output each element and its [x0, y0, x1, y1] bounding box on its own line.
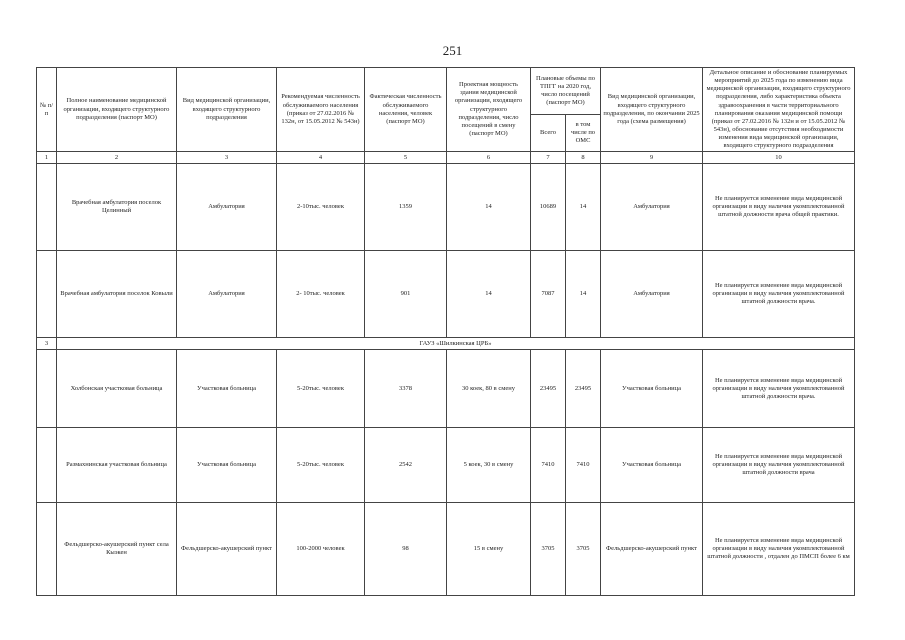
column-index-row: [37, 152, 855, 164]
table-row: [37, 251, 855, 338]
volume-oms: 14: [566, 251, 601, 338]
recommended-population: 5-20тыс. человек: [277, 428, 365, 503]
org-name: Врачебная амбулатория поселок Целинный: [57, 164, 177, 251]
section-num: 3: [37, 338, 57, 350]
volume-total: 7410: [531, 428, 566, 503]
org-name: Фельдшерско-акушерский пункт села Кыэкен: [57, 503, 177, 596]
recommended-population: 2-10тыс. человек: [277, 164, 365, 251]
volume-total: 3705: [531, 503, 566, 596]
volume-total: 10689: [531, 164, 566, 251]
actual-population: 98: [365, 503, 447, 596]
org-type-2025: Амбулатория: [601, 164, 703, 251]
page-number: 251: [442, 43, 463, 58]
header-type-2025: Вид медицинской организации, входящего структурного подразделения, по окончании 2025 года (схема размещения): [601, 68, 703, 152]
header-type: Вид медицинской организации, входящего структурного подразделения: [177, 68, 277, 152]
org-type: Амбулатория: [177, 164, 277, 251]
column-index: 4: [277, 152, 365, 164]
table-row: [37, 350, 855, 428]
design-capacity: 14: [447, 251, 531, 338]
column-index: 3: [177, 152, 277, 164]
column-index: 1: [37, 152, 57, 164]
org-type-2025: Амбулатория: [601, 251, 703, 338]
column-index: 6: [447, 152, 531, 164]
org-type-2025: Фельдшерско-акушерский пункт: [601, 503, 703, 596]
volume-oms: 23495: [566, 350, 601, 428]
org-type-2025: Участковая больница: [601, 350, 703, 428]
row-num: [37, 503, 57, 596]
actual-population: 1359: [365, 164, 447, 251]
row-num: [37, 350, 57, 428]
column-index: 8: [566, 152, 601, 164]
header-actual: Фактическая численность обслуживаемого населения, человек (паспорт МО): [365, 68, 447, 152]
header-volumes-oms: в том числе по ОМС: [566, 115, 601, 152]
actual-population: 3378: [365, 350, 447, 428]
column-index: 10: [703, 152, 855, 164]
design-capacity: 30 коек, 80 в смену: [447, 350, 531, 428]
header-volumes-total: Всего: [531, 115, 566, 152]
row-num: [37, 428, 57, 503]
org-type: Амбулатория: [177, 251, 277, 338]
header-volumes: Плановые объемы по ТПГГ на 2020 год, число посещений (паспорт МО): [531, 68, 601, 115]
actual-population: 2542: [365, 428, 447, 503]
column-index: 7: [531, 152, 566, 164]
medical-organizations-table: [36, 67, 855, 596]
design-capacity: 14: [447, 164, 531, 251]
description: Не планируется изменение вида медицинской организации в виду наличия укомплектованной штатной должности врача: [703, 428, 855, 503]
description: Не планируется изменение вида медицинской организации в виду наличия укомплектованной штатной должности врача.: [703, 350, 855, 428]
header-recommended: Рекомендуемая численность обслуживаемого населения (приказ от 27.02.2016 № 132н, от 15.05.2012 № 543н): [277, 68, 365, 152]
header-num: № п/п: [37, 68, 57, 152]
volume-oms: 3705: [566, 503, 601, 596]
recommended-population: 5-20тыс. человек: [277, 350, 365, 428]
org-type: Участковая больница: [177, 428, 277, 503]
volume-oms: 14: [566, 164, 601, 251]
recommended-population: 100-2000 человек: [277, 503, 365, 596]
volume-total: 7087: [531, 251, 566, 338]
org-name: Врачебная амбулатория поселок Ковыли: [57, 251, 177, 338]
recommended-population: 2- 10тыс. человек: [277, 251, 365, 338]
header-name: Полное наименование медицинской организации, входящего структурного подразделения (паспорт МО): [57, 68, 177, 152]
description: Не планируется изменение вида медицинской организации в виду наличия укомплектованной штатной должности , отдален до ПМСП более 6 км: [703, 503, 855, 596]
header-row: [37, 68, 855, 115]
actual-population: 901: [365, 251, 447, 338]
volume-oms: 7410: [566, 428, 601, 503]
column-index: 9: [601, 152, 703, 164]
org-name: Холбонская участковая больница: [57, 350, 177, 428]
description: Не планируется изменение вида медицинской организации в виду наличия укомплектованной штатной должности врача.: [703, 251, 855, 338]
column-index: 2: [57, 152, 177, 164]
org-type: Участковая больница: [177, 350, 277, 428]
org-type: Фельдшерско-акушерский пункт: [177, 503, 277, 596]
header-description: Детальное описание и обоснование планируемых мероприятий до 2025 года по изменению вида медицинской организации, входящего структурного подразделения, либо характеристика объекта здравоохранения в части территориального планирования оказания медицинской помощи (приказ от 27.02.2016 № 132н и от 15.05.2012 № 543н), обоснование отсутствия необходимости изменения вида медицинской организации, входящего структурного подразделения: [703, 68, 855, 152]
design-capacity: 15 в смену: [447, 503, 531, 596]
section-title: ГАУЗ «Шилкинская ЦРБ»: [57, 338, 855, 350]
description: Не планируется изменение вида медицинской организации в виду наличия укомплектованной штатной должности врача общей практики.: [703, 164, 855, 251]
table-row: [37, 164, 855, 251]
org-name: Размахнинская участковая больница: [57, 428, 177, 503]
design-capacity: 5 коек, 30 в смену: [447, 428, 531, 503]
row-num: [37, 251, 57, 338]
table-row: [37, 428, 855, 503]
header-capacity: Проектная мощность здания медицинской организации, входящего структурного подразделения, число посещений в смену (паспорт МО): [447, 68, 531, 152]
org-type-2025: Участковая больница: [601, 428, 703, 503]
row-num: [37, 164, 57, 251]
section-row: [37, 338, 855, 350]
column-index: 5: [365, 152, 447, 164]
volume-total: 23495: [531, 350, 566, 428]
table-row: [37, 503, 855, 596]
